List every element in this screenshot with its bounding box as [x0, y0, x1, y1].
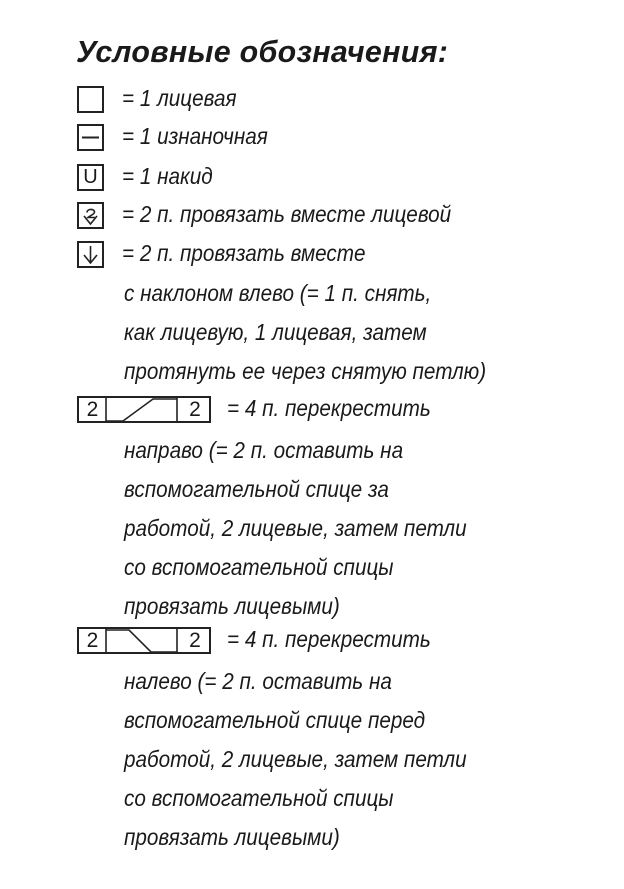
yarn-over-symbol [77, 164, 104, 191]
cable-left-symbol [77, 627, 211, 654]
legend-continuation: направо (= 2 п. оставить на [124, 437, 404, 463]
legend-continuation: как лицевую, 1 лицевая, затем [124, 319, 427, 345]
legend-text: = 1 лицевая [122, 85, 237, 111]
legend-continuation: работой, 2 лицевые, затем петли [124, 746, 467, 772]
legend-continuation: со вспомогательной спицы [124, 554, 394, 580]
legend-text: = 1 накид [122, 163, 213, 189]
legend-text: = 4 п. перекрестить [227, 395, 431, 421]
cable-left-count: 2 [86, 398, 99, 421]
legend-text: = 4 п. перекрестить [227, 626, 431, 652]
legend-continuation: налево (= 2 п. оставить на [124, 668, 392, 694]
legend-text: = 2 п. провязать вместе [122, 240, 366, 266]
legend-continuation: протянуть ее через снятую петлю) [124, 358, 487, 384]
legend-continuation: провязать лицевыми) [124, 593, 340, 619]
cable-right-count: 2 [189, 629, 201, 652]
legend-continuation: с наклоном влево (= 1 п. снять, [124, 280, 432, 306]
legend-text: = 1 изнаночная [122, 123, 268, 149]
purl-symbol [77, 124, 104, 151]
legend-continuation: вспомогательной спице за [124, 476, 389, 502]
legend-title: Условные обозначения: [76, 34, 449, 69]
yarn-over-glyph: U [83, 166, 98, 188]
legend-continuation: со вспомогательной спицы [124, 785, 394, 811]
legend-continuation: провязать лицевыми) [124, 824, 340, 850]
legend-continuation: вспомогательной спице перед [124, 707, 426, 733]
cable-right-symbol [77, 396, 211, 423]
legend-text: = 2 п. провязать вместе лицевой [122, 201, 452, 227]
cable-left-count: 2 [86, 629, 99, 652]
cable-right-count: 2 [189, 398, 201, 421]
ssk-symbol [77, 241, 104, 268]
legend-continuation: работой, 2 лицевые, затем петли [124, 515, 467, 541]
k2tog-symbol [77, 202, 104, 229]
knit-symbol [77, 86, 104, 113]
